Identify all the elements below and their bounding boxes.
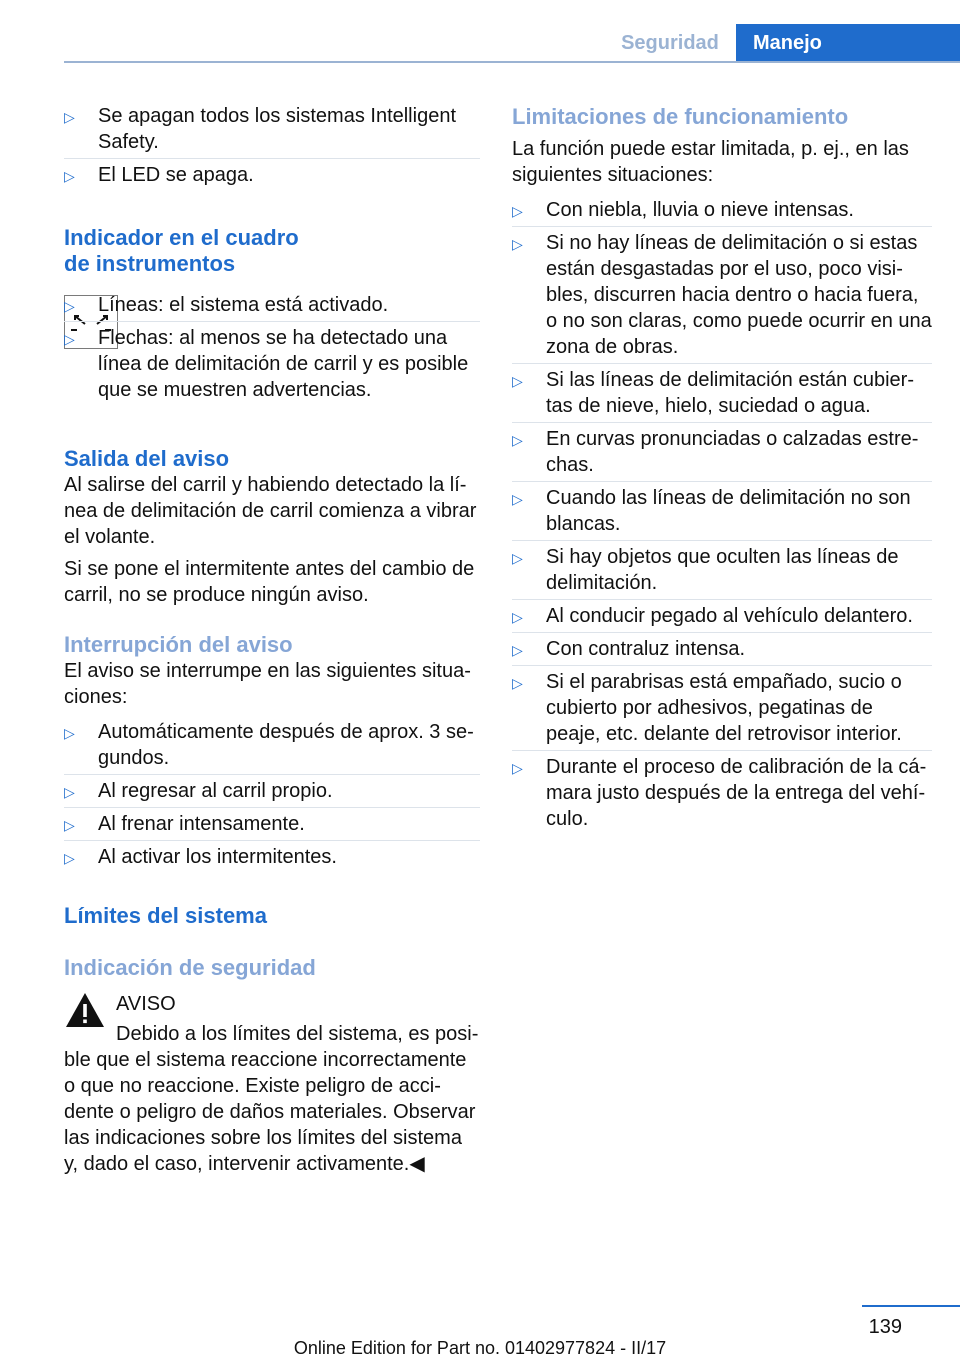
triangle-bullet-icon: ▷ bbox=[64, 331, 75, 347]
list-item: ▷ Durante el proceso de calibración de la cámara justo después de la entrega del vehículo. bbox=[512, 756, 927, 830]
triangle-bullet-icon: ▷ bbox=[64, 850, 75, 866]
list-item: ▷ Al regresar al carril propio. bbox=[64, 775, 480, 808]
list-item: ▷ Se apagan todos los sistemas Intelligent Safety. bbox=[64, 100, 480, 159]
salida-paragraph-1: Al salirse del carril y habiendo detectado la línea de delimitación de carril comienza a vibrar el volante. bbox=[64, 474, 477, 548]
salida-paragraph-2: Si se pone el intermitente antes del cambio de carril, no se produce ningún aviso. bbox=[64, 558, 475, 606]
list-item: ▷ Si las líneas de delimitación están cubiertas de nieve, hielo, suciedad o agua. bbox=[512, 364, 932, 423]
intro-list bbox=[64, 100, 480, 191]
list-item: ▷ Cuando las líneas de delimitación no son blancas. bbox=[512, 482, 932, 541]
triangle-bullet-icon: ▷ bbox=[512, 236, 523, 252]
list-item: ▷ Flechas: al menos se ha detectado una línea de delimitación de carril y es posible que se muestren advertencias. bbox=[64, 327, 469, 401]
footer-divider bbox=[862, 1305, 960, 1307]
triangle-bullet-icon: ▷ bbox=[512, 373, 523, 389]
warning-triangle-icon bbox=[64, 991, 106, 1029]
interrupcion-list bbox=[64, 716, 480, 873]
triangle-bullet-icon: ▷ bbox=[512, 432, 523, 448]
triangle-bullet-icon: ▷ bbox=[512, 491, 523, 507]
triangle-bullet-icon: ▷ bbox=[512, 609, 523, 625]
list-item: ▷ Si hay objetos que oculten las líneas de delimitación. bbox=[512, 541, 932, 600]
triangle-bullet-icon: ▷ bbox=[64, 168, 75, 184]
limitaciones-intro: La función puede estar limitada, p. ej., en las siguientes situaciones: bbox=[512, 138, 909, 186]
limitaciones-heading: Limitaciones de funcionamiento bbox=[512, 104, 849, 129]
list-item: ▷ Al frenar intensamente. bbox=[64, 808, 480, 841]
list-item: ▷ El LED se apaga. bbox=[64, 164, 254, 186]
page-number: 139 bbox=[868, 1316, 902, 1338]
left-column bbox=[64, 100, 480, 1177]
list-item: ▷ Si no hay líneas de delimitación o si estas están desgastadas por el uso, poco visibles, discurren hacia dentro o hacia fuera, o no son claras, como puede ocurrir en una zona de obras. bbox=[512, 227, 932, 364]
warning-text: Debido a los límites del sistema, es posible que el sistema reaccione incorrectamente o que no reaccione. Existe peligro de accidente o peligro de daños materiales. Observar las indicaciones sobre los límites del sistema y, dado el caso, intervenir activamente.◀ bbox=[64, 1023, 479, 1175]
section-tab-manejo[interactable]: Manejo bbox=[736, 24, 960, 62]
list-item: ▷ Con niebla, lluvia o nieve intensas. bbox=[512, 194, 932, 227]
triangle-bullet-icon: ▷ bbox=[64, 817, 75, 833]
list-item: ▷ Líneas: el sistema está activado. bbox=[64, 289, 480, 322]
list-item: ▷ Automáticamente después de aprox. 3 segundos. bbox=[64, 716, 480, 775]
list-item: ▷ En curvas pronunciadas o calzadas estrechas. bbox=[512, 423, 932, 482]
section-tab-seguridad[interactable]: Seguridad bbox=[621, 31, 719, 54]
edition-footer: Online Edition for Part no. 01402977824 - II/17 bbox=[293, 1338, 667, 1358]
triangle-bullet-icon: ▷ bbox=[512, 675, 523, 691]
interrupcion-heading: Interrupción del aviso bbox=[64, 632, 293, 657]
limitaciones-list bbox=[512, 194, 932, 835]
warning-box bbox=[64, 991, 480, 1177]
salida-heading: Salida del aviso bbox=[64, 446, 230, 471]
right-column bbox=[512, 100, 932, 835]
interrupcion-paragraph: El aviso se interrumpe en las siguientes situaciones: bbox=[64, 660, 471, 708]
limites-heading: Límites del sistema bbox=[64, 903, 267, 928]
header-divider bbox=[64, 61, 960, 63]
triangle-bullet-icon: ▷ bbox=[64, 784, 75, 800]
triangle-bullet-icon: ▷ bbox=[512, 642, 523, 658]
triangle-bullet-icon: ▷ bbox=[512, 203, 523, 219]
warning-title: AVISO bbox=[116, 993, 176, 1015]
triangle-bullet-icon: ▷ bbox=[64, 725, 75, 741]
indicator-section bbox=[64, 289, 480, 406]
page-header bbox=[0, 0, 960, 64]
triangle-bullet-icon: ▷ bbox=[64, 298, 75, 314]
seguridad-heading: Indicación de seguridad bbox=[64, 955, 316, 980]
indicator-list bbox=[64, 289, 480, 406]
triangle-bullet-icon: ▷ bbox=[64, 109, 75, 125]
triangle-bullet-icon: ▷ bbox=[512, 760, 523, 776]
list-item: ▷ Al conducir pegado al vehículo delantero. bbox=[512, 600, 932, 633]
list-item: ▷ Si el parabrisas está empañado, sucio o cubierto por adhesivos, pegatinas de peaje, etc. delante del retrovisor interior. bbox=[512, 666, 932, 751]
indicator-heading: Indicador en el cuadro de instrumentos bbox=[64, 225, 299, 276]
list-item: ▷ Con contraluz intensa. bbox=[512, 633, 932, 666]
triangle-bullet-icon: ▷ bbox=[512, 550, 523, 566]
list-item: ▷ Al activar los intermitentes. bbox=[64, 846, 337, 868]
